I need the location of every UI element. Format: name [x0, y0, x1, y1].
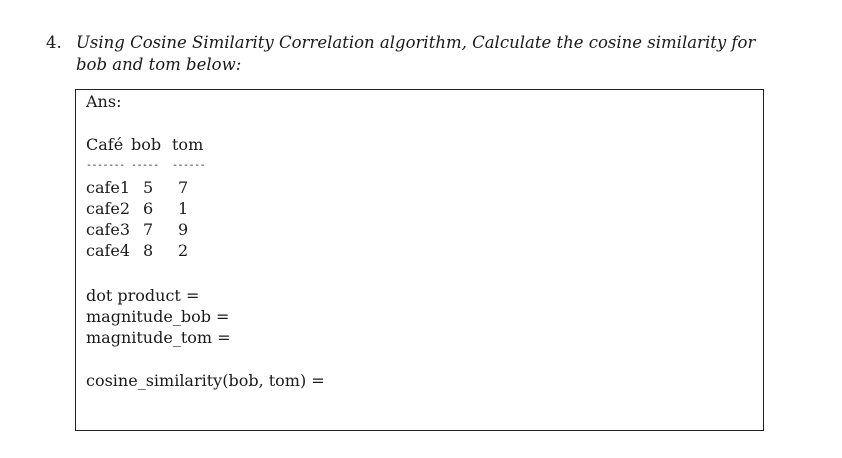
header-bob: bob	[131, 135, 162, 154]
answer-label: Ans:	[86, 92, 122, 111]
row-bob: 8	[143, 241, 154, 260]
row-bob: 5	[143, 178, 154, 197]
row-tom: 7	[178, 178, 189, 197]
question-text: Using Cosine Similarity Correlation algorithm, Calculate the cosine similarity for bob and tom below:	[76, 33, 756, 74]
row-tom: 9	[178, 220, 189, 239]
question	[46, 32, 786, 76]
header-cafe: Café	[86, 135, 124, 154]
dash-bob: -----	[131, 160, 159, 171]
answer-box[interactable]	[75, 89, 764, 431]
formula-lines	[86, 285, 231, 348]
row-cafe: cafe4	[86, 241, 131, 260]
row-cafe: cafe2	[86, 199, 131, 218]
row-cafe: cafe1	[86, 178, 131, 197]
row-tom: 1	[178, 199, 189, 218]
magnitude-bob-line: magnitude_bob =	[86, 307, 230, 326]
row-cafe: cafe3	[86, 220, 131, 239]
dash-cafe: -------	[86, 160, 125, 171]
dot-product-line: dot product =	[86, 286, 200, 305]
question-number: 4.	[46, 33, 62, 52]
dash-tom: ------	[172, 160, 206, 171]
header-tom: tom	[172, 135, 204, 154]
row-bob: 6	[143, 199, 154, 218]
cosine-similarity-line: cosine_similarity(bob, tom) =	[86, 371, 325, 390]
row-bob: 7	[143, 220, 154, 239]
magnitude-tom-line: magnitude_tom =	[86, 328, 231, 347]
row-tom: 2	[178, 241, 189, 260]
